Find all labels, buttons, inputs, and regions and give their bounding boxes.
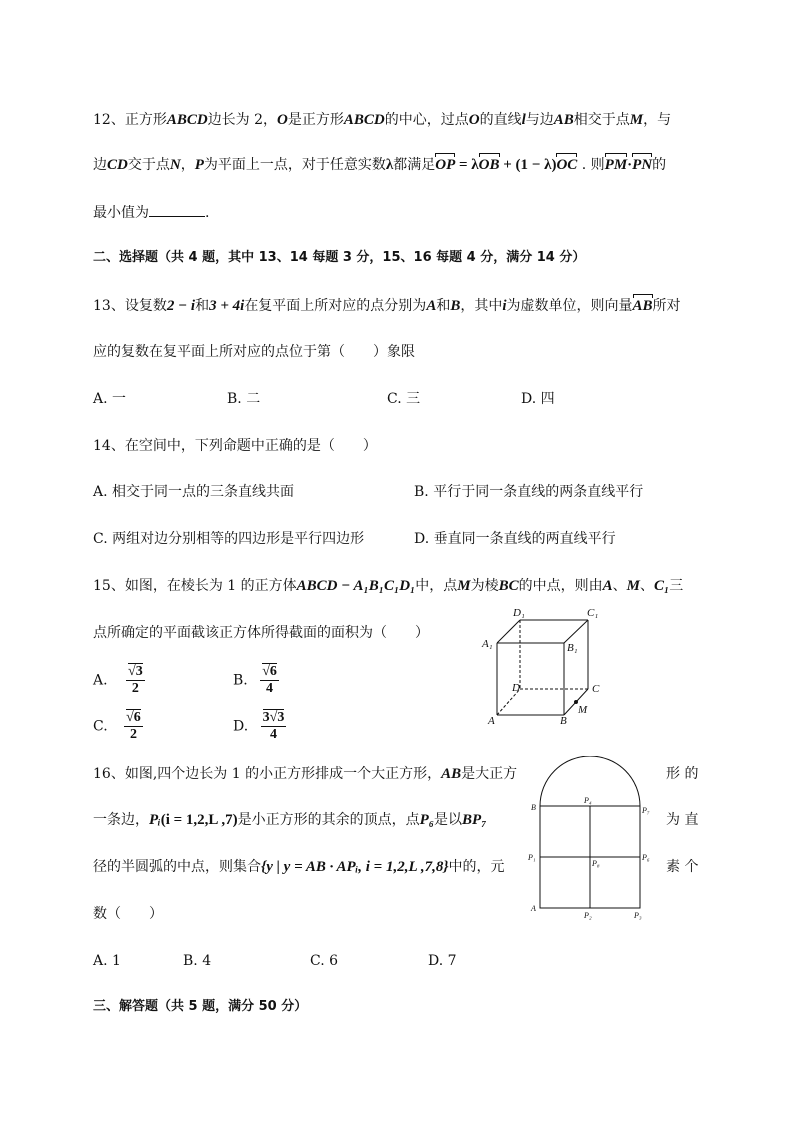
label-b: B	[531, 803, 536, 812]
q13-option-a[interactable]: A. 一	[93, 391, 127, 407]
option-label: A.	[93, 672, 108, 689]
text: 边长为 2，	[207, 112, 278, 128]
q16-option-c[interactable]: C. 6	[310, 953, 339, 969]
label-a: A	[488, 715, 495, 727]
math-op: = λ	[455, 157, 479, 173]
text: 中的，元	[448, 859, 505, 875]
text: 都满足	[393, 157, 436, 173]
option-label: C.	[93, 718, 108, 735]
text: 和	[195, 298, 210, 314]
q12-line1	[93, 110, 671, 130]
text: 、	[640, 578, 654, 594]
label-p4: P₄	[584, 796, 592, 805]
fraction	[261, 710, 287, 743]
q16-line3-end: 素 个	[666, 859, 699, 875]
text: 是正方形	[287, 112, 344, 128]
q15-option-a[interactable]	[93, 664, 145, 697]
math-pi: Pᵢ	[149, 812, 161, 828]
math-m: M	[626, 578, 640, 594]
math-m: M	[457, 578, 471, 594]
text: 的中点，则由	[518, 578, 603, 594]
q13-line1	[93, 296, 681, 316]
vector-oc: OC	[556, 157, 578, 173]
q16-option-b[interactable]: B. 4	[183, 953, 212, 969]
label-m: M	[578, 704, 588, 716]
fraction	[260, 664, 279, 697]
math-dot: ·	[627, 157, 633, 173]
q16-option-a[interactable]: A. 1	[93, 953, 121, 969]
math-b: B	[450, 298, 461, 314]
squares-arc-figure	[526, 756, 656, 922]
label-d: D	[512, 682, 520, 694]
q16-line2	[93, 810, 486, 830]
math-o: O	[468, 112, 480, 128]
text: 的	[652, 157, 667, 173]
denominator: 4	[269, 727, 277, 742]
text: 13、设复数	[93, 298, 167, 314]
text: 15、如图，在棱长为 1 的正方体	[93, 578, 297, 594]
math-i: i	[502, 298, 507, 314]
q12-line3	[93, 202, 209, 223]
label-c: C	[592, 683, 600, 695]
q16-line4: 数（ ）	[93, 906, 163, 922]
q14-stem: 14、在空间中，下列命题中正确的是（ ）	[93, 438, 377, 454]
vector-pm: PM	[604, 157, 628, 173]
denominator: 2	[131, 681, 139, 696]
fraction	[126, 664, 145, 697]
math-z1: 2 − i	[166, 298, 196, 314]
text: . 则	[577, 157, 605, 173]
q14-option-c[interactable]: C. 两组对边分别相等的四边形是平行四边形	[93, 531, 365, 547]
numerator: 3√3	[262, 710, 285, 725]
math-c1: C₁	[654, 578, 670, 594]
q14-option-b[interactable]: B. 平行于同一条直线的两条直线平行	[414, 484, 644, 500]
math-p: P	[194, 157, 204, 173]
text: 的直线	[479, 112, 522, 128]
edge-a1d1	[497, 620, 520, 643]
label-p3: P₃	[634, 911, 642, 920]
label-p2: P₂	[584, 911, 592, 920]
vector-ab: AB	[632, 298, 653, 314]
q16-line3	[93, 857, 505, 877]
math-n: N	[169, 157, 181, 173]
text: 中，点	[415, 578, 458, 594]
text: 12、正方形	[93, 112, 167, 128]
text: 16、如图,四个边长为 1 的小正方形排成一个大正方形，	[93, 766, 442, 782]
math-o: O	[277, 112, 288, 128]
label-p8: P₈	[592, 859, 600, 868]
text: 三	[669, 578, 684, 594]
text: 相交于点	[573, 112, 630, 128]
math-op: + (1 − λ)	[499, 157, 557, 173]
section-2-heading: 二、选择题（共 4 题，其中 13、14 每题 3 分，15、16 每题 4 分，满分 14 分）	[93, 250, 586, 265]
vector-pn: PN	[632, 157, 653, 173]
label-p6: P₆	[642, 853, 650, 862]
math-bc: BC	[498, 578, 519, 594]
q15-line2: 点所确定的平面截该正方体所得截面的面积为（ ）	[93, 625, 429, 641]
q13-option-c[interactable]: C. 三	[387, 391, 421, 407]
math-lambda: λ	[385, 157, 394, 173]
math-abcd: ABCD	[166, 112, 208, 128]
math-p6: P₆	[419, 812, 435, 828]
vector-op: OP	[435, 157, 456, 173]
math-ab: AB	[553, 112, 574, 128]
text: ，	[180, 157, 195, 173]
q13-option-b[interactable]: B. 二	[227, 391, 261, 407]
section-3-heading: 三、解答题（共 5 题，满分 50 分）	[93, 999, 308, 1014]
label-p1: P₁	[528, 853, 536, 862]
label-d1: D₁	[513, 607, 525, 619]
text: 径的半圆弧的中点，则集合	[93, 859, 261, 875]
text: ，与	[643, 112, 672, 128]
math-a: A	[602, 578, 613, 594]
denominator: 4	[266, 681, 274, 696]
vector-ob: OB	[478, 157, 500, 173]
math-ab: AB	[441, 766, 462, 782]
q14-option-d[interactable]: D. 垂直同一条直线的两直线平行	[414, 531, 616, 547]
label-c1: C₁	[587, 607, 599, 619]
text: 是大正方	[461, 766, 518, 782]
edge-b1c1	[564, 620, 588, 643]
math-l: l	[521, 112, 526, 128]
text: 为棱	[470, 578, 499, 594]
q16-line1	[93, 764, 517, 784]
q15-option-d[interactable]	[233, 710, 286, 743]
numerator: √6	[126, 710, 141, 725]
label-b1: B₁	[567, 642, 578, 654]
label-p7: P₇	[642, 806, 650, 815]
q16-line2-end: 为 直	[666, 812, 699, 828]
cube-figure	[476, 600, 612, 728]
q13-option-d[interactable]: D. 四	[521, 391, 555, 407]
denominator: 2	[129, 727, 137, 742]
math-z2: 3 + 4i	[209, 298, 245, 314]
text: 和	[436, 298, 451, 314]
text: 所对	[652, 298, 681, 314]
q14-option-a[interactable]: A. 相交于同一点的三条直线共面	[93, 484, 295, 500]
fraction	[124, 710, 143, 743]
q16-line1-end: 形 的	[666, 766, 699, 782]
text: 是以	[434, 812, 463, 828]
math-m: M	[629, 112, 644, 128]
q12-line2	[93, 155, 666, 175]
text: 与边	[525, 112, 554, 128]
q15-option-b[interactable]	[233, 664, 279, 697]
text: 一条边，	[93, 812, 149, 828]
label-a: A	[531, 904, 536, 913]
text: .	[205, 205, 210, 221]
label-b: B	[560, 715, 567, 727]
math-abcd: ABCD	[343, 112, 385, 128]
q15-option-c[interactable]	[93, 710, 143, 743]
text: 交于点	[127, 157, 170, 173]
text: 是小正方形的其余的顶点，点	[237, 812, 420, 828]
option-label: B.	[233, 672, 248, 689]
math-cd: CD	[107, 157, 128, 173]
q13-line2: 应的复数在复平面上所对应的点位于第（ ）象限	[93, 344, 415, 360]
text: 边	[93, 157, 107, 173]
text: 为虚数单位，则向量	[506, 298, 633, 314]
numerator: √6	[262, 664, 277, 679]
text: 、	[612, 578, 627, 594]
math-bp7: BP₇	[462, 812, 487, 828]
math-index-set: (i = 1,2,L ,7)	[160, 812, 238, 828]
text: 为平面上一点，对于任意实数	[203, 157, 386, 173]
text: ，其中	[460, 298, 503, 314]
math-cube: ABCD − A₁B₁C₁D₁	[296, 578, 416, 594]
option-label: D.	[233, 718, 249, 735]
text: 最小值为	[93, 205, 149, 221]
text: 在复平面上所对应的点分别为	[244, 298, 427, 314]
answer-blank[interactable]	[149, 202, 205, 217]
q15-line1	[93, 576, 683, 596]
text: 的中心，过点	[384, 112, 469, 128]
math-a: A	[426, 298, 437, 314]
label-a1: A₁	[482, 638, 493, 650]
q16-option-d[interactable]: D. 7	[428, 953, 457, 969]
numerator: √3	[128, 664, 143, 679]
math-set: {y | y = AB · APᵢ, i = 1,2,L ,7,8}	[261, 859, 449, 875]
